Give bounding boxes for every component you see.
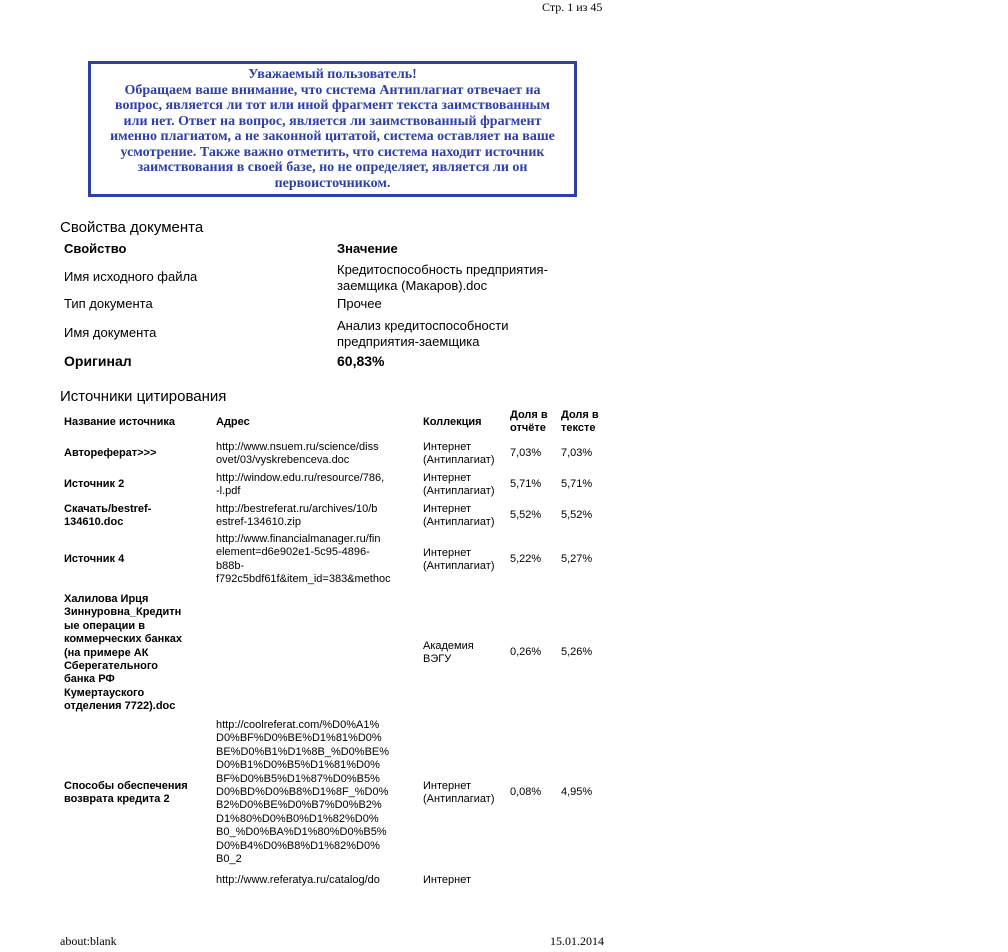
header-share-report-line: отчёте (510, 422, 546, 434)
source-address-line: element=d6e902e1-5c95-4896- (216, 546, 370, 559)
source-collection (423, 547, 494, 574)
property-value (337, 262, 597, 294)
source-address-line: http://www.financialmanager.ru/fin (216, 533, 381, 545)
share-in-text: 5,71% (561, 478, 593, 490)
share-in-report: 0,26% (510, 646, 542, 658)
share-in-report: 5,71% (510, 478, 542, 490)
source-name-line: возврата кредита 2 (64, 793, 170, 806)
source-name-line: Автореферат>>> (64, 447, 157, 459)
source-collection (423, 441, 494, 468)
property-value (337, 318, 597, 350)
share-in-text: 5,52% (561, 509, 593, 521)
source-name-line: банка РФ (64, 673, 115, 686)
property-value (337, 296, 597, 312)
source-name (64, 553, 124, 566)
source-collection-line: Академия (423, 640, 474, 652)
source-address-line: BE%D0%B1%D1%8B_%D0%BE% (216, 745, 390, 758)
sources-title: Источники цитирования (60, 388, 227, 405)
share-in-text: 7,03% (561, 447, 593, 459)
source-name-line: Скачать/bestref- (64, 503, 152, 515)
source-name (64, 780, 188, 807)
source-collection-line: (Антиплагиат) (423, 454, 495, 467)
value-col-header: Значение (337, 241, 398, 256)
source-address (216, 719, 423, 866)
source-name-line: отделения 7722).doc (64, 700, 176, 713)
source-name-line: Зиннуровна_Кредитн (64, 606, 182, 619)
source-name (64, 447, 156, 460)
source-collection (423, 780, 494, 807)
source-collection-line: Интернет (423, 780, 471, 792)
source-address-line: D0%B4%D0%B8%D1%82%D0% (216, 839, 380, 852)
source-address-line: estref-134610.zip (216, 516, 301, 529)
source-collection (423, 640, 474, 667)
source-name-line: ые операции в (64, 619, 145, 632)
source-address-line: http://coolreferat.com/%D0%A1% (216, 719, 380, 731)
header-share-report (510, 409, 548, 435)
source-address (216, 533, 423, 587)
source-address-line: D1%80%D0%B0%D1%82%D0% (216, 812, 379, 825)
source-address (216, 441, 423, 468)
source-name-line: Халилова Ирця (64, 593, 149, 605)
share-in-report: 5,22% (510, 553, 542, 565)
source-address-line: D0%BD%D0%B8%D1%8F_%D0% (216, 786, 389, 799)
source-name-line: Источник 2 (64, 478, 125, 490)
source-address-line: B2%D0%BE%D0%B7%D0%B2% (216, 799, 382, 812)
property-value-line: заемщика (Макаров).doc (337, 278, 488, 293)
property-key: Имя исходного файла (64, 269, 198, 284)
source-address-line: f792c5bdf61f&item_id=383&methoc (216, 573, 391, 586)
source-address-line: http://window.edu.ru/resource/786, (216, 472, 385, 484)
header-address: Адрес (216, 416, 250, 428)
source-address-line: D0%B1%D0%B5%D1%81%D0% (216, 759, 380, 772)
footer-date: 15.01.2014 (550, 934, 604, 948)
source-collection-line: Интернет (423, 472, 471, 484)
property-value-line: Прочее (337, 296, 382, 311)
source-collection-line: (Антиплагиат) (423, 516, 495, 529)
source-address (216, 874, 423, 887)
notice-line: Уважаемый пользователь! (248, 67, 417, 82)
properties-title: Свойства документа (60, 219, 204, 236)
source-collection-line: Интернет (423, 547, 471, 559)
share-in-report: 7,03% (510, 447, 542, 459)
property-key: Тип документа (64, 296, 153, 311)
source-collection-line: (Антиплагиат) (423, 560, 495, 573)
notice-line: заимствования в своей базе, но не определяет, является ли он (137, 160, 528, 175)
header-share-report-line: Доля в (510, 409, 548, 421)
page-number: Стр. 1 из 45 (542, 0, 603, 14)
notice-line: Обращаем ваше внимание, что система Антиплагиат отвечает на (124, 82, 541, 98)
share-in-text: 4,95% (561, 786, 593, 798)
source-collection-line: Интернет (423, 503, 471, 515)
notice-box (88, 61, 577, 197)
source-address-line: ovet/03/vyskrebenceva.doc (216, 454, 350, 467)
notice-line: именно плагиатом, а не законной цитатой, система оставляет на ваше (110, 129, 555, 144)
source-name-line: Кумертауского (64, 686, 145, 699)
share-in-report: 0,08% (510, 786, 542, 798)
header-share-text-line: тексте (561, 422, 596, 434)
source-collection (423, 874, 471, 887)
source-name (64, 503, 151, 530)
source-address-line: http://www.referatya.ru/catalog/do (216, 874, 380, 886)
source-name-line: (на примере АК (64, 646, 149, 659)
source-name-line: Сберегательного (64, 660, 159, 673)
source-address-line: D0%BF%D0%BE%D1%81%D0% (216, 732, 382, 745)
notice-line: вопрос, является ли тот или иной фрагмент текста заимствованным (115, 98, 550, 113)
source-address-line: http://www.nsuem.ru/science/diss (216, 441, 379, 453)
source-collection-line: ВЭГУ (423, 653, 452, 666)
notice-line: или нет. Ответ на вопрос, является ли заимствованный фрагмент (123, 113, 542, 129)
source-name (64, 593, 182, 714)
source-address-line: b88b- (216, 559, 245, 572)
property-key: Имя документа (64, 325, 157, 340)
source-address-line: -l.pdf (216, 485, 241, 498)
source-collection (423, 472, 494, 499)
original-label: Оригинал (64, 353, 132, 369)
source-name-line: Способы обеспечения (64, 780, 188, 792)
original-value: 60,83% (337, 353, 385, 369)
header-share-text-line: Доля в (561, 409, 599, 421)
source-address-line: B0_%D0%BA%D1%80%D0%B5% (216, 826, 387, 839)
share-in-text: 5,27% (561, 553, 593, 565)
source-address-line: BF%D0%B5%D1%87%D0%B5% (216, 772, 380, 785)
footer-url: about:blank (60, 934, 117, 948)
header-source-name: Название источника (64, 416, 175, 428)
property-col-header: Свойство (64, 241, 127, 256)
share-in-report: 5,52% (510, 509, 542, 521)
source-name-line: коммерческих банках (64, 633, 182, 646)
source-collection (423, 503, 494, 530)
source-address (216, 472, 423, 499)
property-value-line: предприятия-заемщика (337, 334, 480, 349)
notice-line: первоисточником. (274, 175, 391, 191)
source-name-line: Источник 4 (64, 553, 125, 565)
source-collection-line: Интернет (423, 874, 471, 886)
source-address-line: B0_2 (216, 853, 242, 866)
source-collection-line: Интернет (423, 441, 471, 453)
notice-line: усмотрение. Также важно отметить, что система находит источник (120, 144, 545, 160)
source-name-line: 134610.doc (64, 516, 124, 529)
header-collection: Коллекция (423, 416, 482, 428)
source-collection-line: (Антиплагиат) (423, 793, 495, 806)
source-collection-line: (Антиплагиат) (423, 485, 495, 498)
property-value-line: Анализ кредитоспособности (337, 318, 509, 333)
source-name (64, 478, 124, 491)
source-address-line: http://bestreferat.ru/archives/10/b (216, 503, 378, 515)
share-in-text: 5,26% (561, 646, 593, 658)
source-address (216, 503, 423, 530)
header-share-text (561, 409, 599, 435)
property-value-line: Кредитоспособность предприятия- (337, 262, 548, 277)
